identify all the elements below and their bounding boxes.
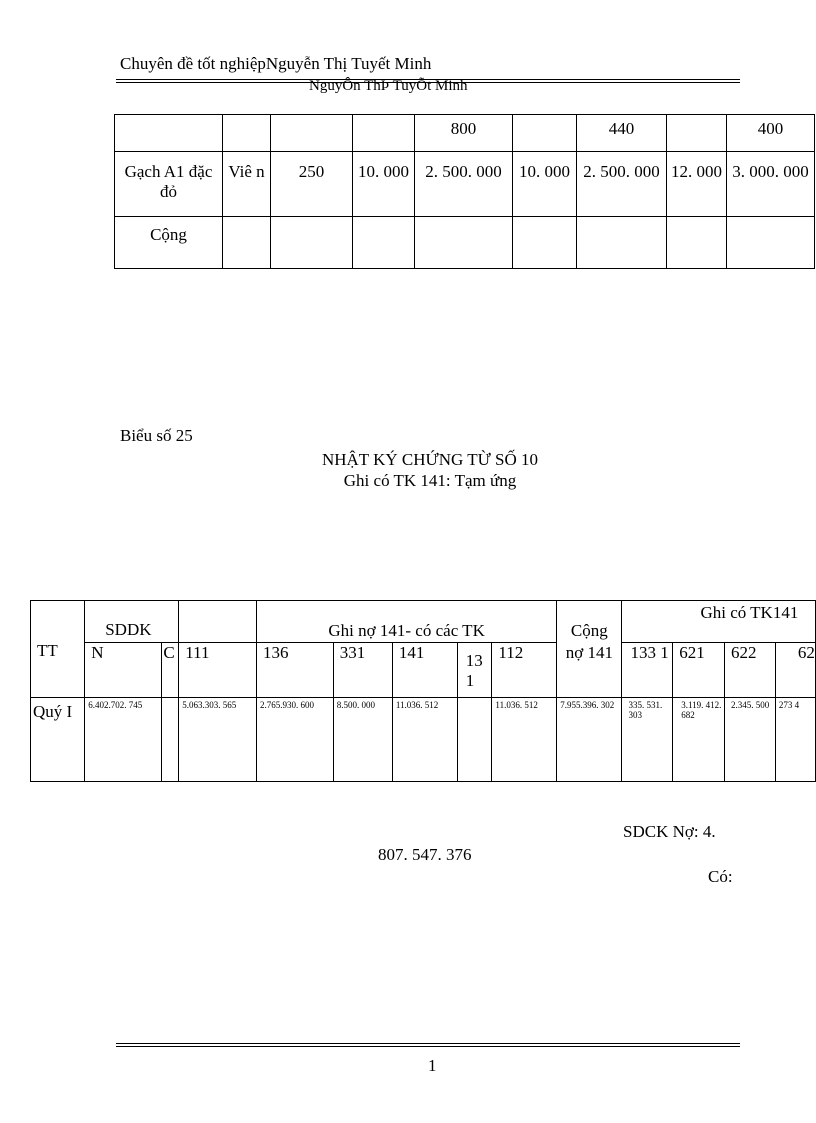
table-cell: 8.500. 000 (333, 698, 392, 782)
tk111-header: 111 (179, 643, 257, 698)
table-cell (577, 217, 667, 269)
table-cell: 273 4 (775, 698, 815, 782)
table-cell: 7.955.396. 302 (557, 698, 622, 782)
table-cell: 3.119. 412. 682 (673, 698, 725, 782)
table-cell: 11.036. 512 (392, 698, 457, 782)
table-cell (271, 115, 353, 152)
cong-no-label: nợ 141 (565, 643, 613, 662)
table-cell: Viê n (223, 152, 271, 217)
table-cell (115, 115, 223, 152)
tk131-header: 13 1 (457, 643, 492, 698)
table-cell: 2. 500. 000 (415, 152, 513, 217)
sdck-co-label: Có: (708, 867, 733, 886)
table-cell (223, 115, 271, 152)
table-header-row (31, 601, 816, 643)
materials-table (114, 114, 815, 269)
table-cell (727, 217, 815, 269)
tk621-header: 621 (673, 643, 725, 698)
table-subheader-row (31, 643, 816, 698)
bieu-so-label: Biểu số 25 (120, 426, 193, 445)
sddk-header: SDDK (85, 601, 179, 643)
sdck-amount: 807. 547. 376 (378, 845, 472, 864)
table-cell (353, 217, 415, 269)
header-title: Chuyên đề tốt nghiệpNguyễn Thị Tuyết Minh (120, 54, 432, 73)
table-cell: 800 (415, 115, 513, 152)
table-cell (513, 115, 577, 152)
tt-header: TT (31, 601, 85, 698)
table-cell: 250 (271, 152, 353, 217)
table-row (115, 115, 815, 152)
table-cell: 11.036. 512 (492, 698, 557, 782)
page-number: 1 (428, 1056, 437, 1075)
table-cell (162, 698, 179, 782)
table-cell: 10. 000 (513, 152, 577, 217)
table-cell: 6.402.702. 745 (85, 698, 162, 782)
table-cell (457, 698, 492, 782)
table-row (31, 698, 816, 782)
table-cell: 440 (577, 115, 667, 152)
tk622-header: 622 (725, 643, 776, 698)
table-cell (667, 115, 727, 152)
ghi-no-header: Ghi nợ 141- có các TK (257, 601, 557, 643)
journal-subtitle: Ghi có TK 141: Tạm ứng (343, 471, 517, 490)
table-cell: 2.765.930. 600 (257, 698, 334, 782)
journal-table (30, 600, 816, 782)
table-cell: 335. 531. 303 (622, 698, 673, 782)
journal-title: NHẬT KÝ CHỨNG TỪ SỐ 10 (321, 450, 539, 469)
cong-label: Cộng (570, 621, 608, 640)
table-cell (513, 217, 577, 269)
sdck-no-label: SDCK Nợ: 4. (623, 822, 716, 841)
footer-rule-bottom (116, 1046, 740, 1047)
table-row (115, 217, 815, 269)
table-cell: 400 (727, 115, 815, 152)
table-cell: 10. 000 (353, 152, 415, 217)
table-cell (223, 217, 271, 269)
footer-rule-top (116, 1043, 740, 1044)
empty-header (179, 601, 257, 643)
tk62x-header: 62 (775, 643, 815, 698)
cong-header (557, 601, 622, 698)
table-cell (667, 217, 727, 269)
table-cell: 12. 000 (667, 152, 727, 217)
tk141-header: 141 (392, 643, 457, 698)
table-cell (271, 217, 353, 269)
table-cell: Cộng (115, 217, 223, 269)
table-cell (415, 217, 513, 269)
table-row (115, 152, 815, 217)
n-header: N (85, 643, 162, 698)
table-cell: 2. 500. 000 (577, 152, 667, 217)
table-cell: 5.063.303. 565 (179, 698, 257, 782)
table-cell: 2.345. 500 (725, 698, 776, 782)
table-cell: Gạch A1 đặc đỏ (115, 152, 223, 217)
tk112-header: 112 (492, 643, 557, 698)
tk136-header: 136 (257, 643, 334, 698)
tk1331-header: 133 1 (622, 643, 673, 698)
c-header: C (162, 643, 179, 698)
table-cell (353, 115, 415, 152)
row-label-quy: Quý I (31, 698, 85, 782)
header-garbled-name: NguyÔn ThÞ TuyÕt Minh (309, 78, 468, 94)
table-cell: 3. 000. 000 (727, 152, 815, 217)
tk331-header: 331 (333, 643, 392, 698)
ghi-co-header: Ghi có TK141 (622, 601, 816, 643)
